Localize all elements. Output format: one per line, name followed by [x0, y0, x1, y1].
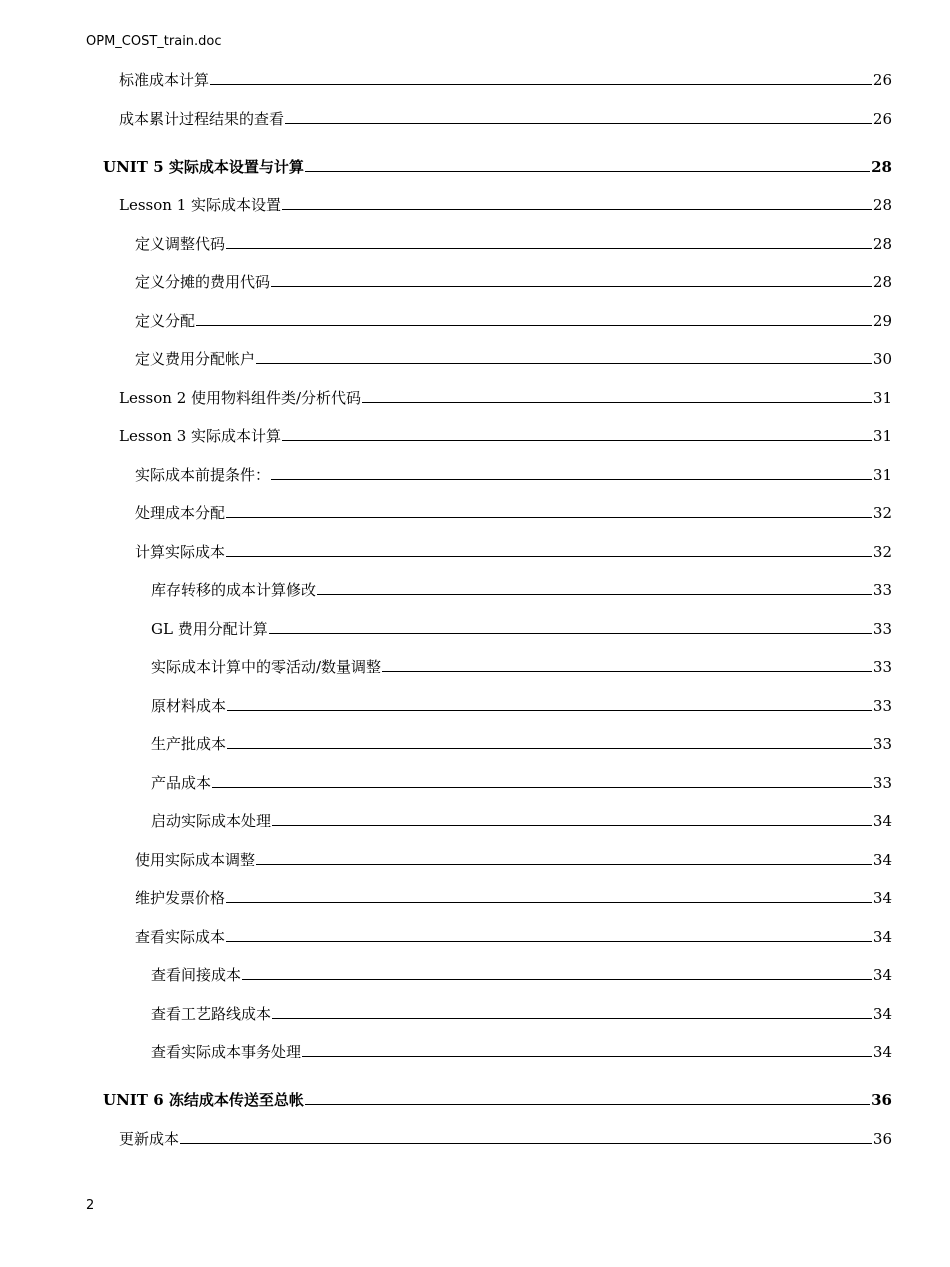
toc-entry[interactable] [151, 577, 892, 599]
toc-entry-page: 28 [872, 235, 892, 253]
toc-entry-page: 31 [872, 427, 892, 445]
toc-leader-line [242, 978, 872, 980]
toc-entry-label: 计算实际成本 [135, 543, 226, 561]
toc-entry-lesson[interactable] [119, 192, 892, 214]
toc-entry-label: 标准成本计算 [119, 71, 210, 89]
toc-entry-page: 32 [872, 504, 892, 522]
toc-entry-label: 库存转移的成本计算修改 [151, 581, 317, 599]
toc-entry-label: 处理成本分配 [135, 504, 226, 522]
toc-entry[interactable] [135, 885, 892, 907]
toc-entry[interactable] [135, 847, 892, 869]
toc-entry-label: 成本累计过程结果的查看 [119, 110, 285, 128]
toc-leader-line [305, 170, 870, 172]
toc-leader-line [282, 439, 872, 441]
toc-entry[interactable] [135, 269, 892, 291]
toc-entry[interactable] [151, 1001, 892, 1023]
toc-entry-page: 31 [872, 389, 892, 407]
toc-leader-line [210, 83, 872, 85]
toc-leader-line [256, 863, 872, 865]
toc-entry-label: 实际成本前提条件： [135, 466, 271, 484]
toc-entry-page: 33 [872, 697, 892, 715]
toc-entry-page: 28 [871, 158, 892, 176]
toc-leader-line [317, 593, 872, 595]
toc-entry-unit[interactable] [103, 154, 892, 176]
toc-leader-line [227, 709, 872, 711]
toc-leader-line [271, 478, 872, 480]
toc-leader-line [272, 824, 872, 826]
toc-entry-label: Lesson 2 使用物料组件类/分析代码 [119, 389, 362, 407]
toc-entry-label: Lesson 1 实际成本设置 [119, 196, 282, 214]
toc-leader-line [180, 1142, 872, 1144]
toc-entry[interactable] [135, 924, 892, 946]
toc-entry-page: 34 [872, 812, 892, 830]
toc-entry[interactable] [151, 731, 892, 753]
page-number: 2 [86, 1198, 95, 1213]
toc-entry-page: 34 [872, 889, 892, 907]
toc-leader-line [362, 401, 872, 403]
toc-entry[interactable] [119, 1126, 892, 1148]
toc-entry-label: 定义调整代码 [135, 235, 226, 253]
toc-entry-page: 28 [872, 273, 892, 291]
toc-leader-line [382, 670, 872, 672]
toc-entry-page: 34 [872, 928, 892, 946]
toc-entry-lesson[interactable] [119, 423, 892, 445]
toc-entry-page: 31 [872, 466, 892, 484]
toc-entry-label: 生产批成本 [151, 735, 227, 753]
toc-entry[interactable] [135, 308, 892, 330]
toc-entry[interactable] [135, 346, 892, 368]
toc-leader-line [282, 208, 872, 210]
toc-entry-page: 33 [872, 774, 892, 792]
toc-entry-page: 34 [872, 1043, 892, 1061]
toc-entry-page: 33 [872, 620, 892, 638]
toc-leader-line [271, 285, 872, 287]
toc-leader-line [305, 1103, 870, 1105]
document-header-filename: OPM_COST_train.doc [86, 34, 222, 49]
toc-leader-line [196, 324, 872, 326]
toc-leader-line [256, 362, 872, 364]
toc-entry[interactable] [151, 770, 892, 792]
toc-leader-line [269, 632, 872, 634]
toc-entry[interactable] [135, 231, 892, 253]
toc-leader-line [285, 122, 872, 124]
toc-entry[interactable] [119, 67, 892, 89]
toc-entry[interactable] [135, 500, 892, 522]
toc-leader-line [226, 555, 872, 557]
toc-leader-line [226, 516, 872, 518]
toc-leader-line [272, 1017, 872, 1019]
toc-entry-label: 更新成本 [119, 1130, 180, 1148]
toc-entry-page: 34 [872, 966, 892, 984]
toc-entry-page: 30 [872, 350, 892, 368]
toc-entry-page: 33 [872, 581, 892, 599]
toc-entry-label: 定义分摊的费用代码 [135, 273, 271, 291]
toc-entry-label: 启动实际成本处理 [151, 812, 272, 830]
toc-leader-line [227, 747, 872, 749]
toc-entry-label: 使用实际成本调整 [135, 851, 256, 869]
toc-entry-label: 定义费用分配帐户 [135, 350, 256, 368]
toc-entry-label: Lesson 3 实际成本计算 [119, 427, 282, 445]
toc-entry-page: 33 [872, 735, 892, 753]
toc-entry-label: 查看工艺路线成本 [151, 1005, 272, 1023]
toc-entry-label: UNIT 6 冻结成本传送至总帐 [103, 1091, 304, 1109]
toc-entry-page: 36 [871, 1091, 892, 1109]
toc-entry-page: 34 [872, 851, 892, 869]
toc-leader-line [212, 786, 872, 788]
toc-entry-label: 定义分配 [135, 312, 196, 330]
toc-entry-page: 36 [872, 1130, 892, 1148]
toc-entry-label: 实际成本计算中的零活动/数量调整 [151, 658, 382, 676]
toc-entry[interactable] [151, 1039, 892, 1061]
toc-entry[interactable] [135, 539, 892, 561]
toc-entry-label: 查看实际成本事务处理 [151, 1043, 302, 1061]
toc-entry-label: 产品成本 [151, 774, 212, 792]
toc-leader-line [226, 247, 872, 249]
toc-entry-lesson[interactable] [119, 385, 892, 407]
toc-entry-page: 28 [872, 196, 892, 214]
toc-entry-page: 29 [872, 312, 892, 330]
toc-leader-line [226, 901, 872, 903]
toc-entry-label: GL 费用分配计算 [151, 620, 268, 638]
toc-entry[interactable] [151, 654, 892, 676]
toc-leader-line [302, 1055, 872, 1057]
toc-entry-label: 查看间接成本 [151, 966, 242, 984]
toc-entry-page: 26 [872, 110, 892, 128]
toc-entry[interactable] [151, 693, 892, 715]
toc-entry-page: 34 [872, 1005, 892, 1023]
toc-entry[interactable] [135, 462, 892, 484]
toc-leader-line [226, 940, 872, 942]
toc-entry-label: UNIT 5 实际成本设置与计算 [103, 158, 304, 176]
toc-entry[interactable] [151, 616, 892, 638]
toc-entry-label: 维护发票价格 [135, 889, 226, 907]
toc-entry[interactable] [151, 962, 892, 984]
toc-entry[interactable] [151, 808, 892, 830]
toc-entry-unit[interactable] [103, 1087, 892, 1109]
toc-entry-page: 33 [872, 658, 892, 676]
toc-entry-label: 原材料成本 [151, 697, 227, 715]
toc-entry-page: 26 [872, 71, 892, 89]
toc-entry-page: 32 [872, 543, 892, 561]
toc-entry-label: 查看实际成本 [135, 928, 226, 946]
toc-entry[interactable] [119, 106, 892, 128]
